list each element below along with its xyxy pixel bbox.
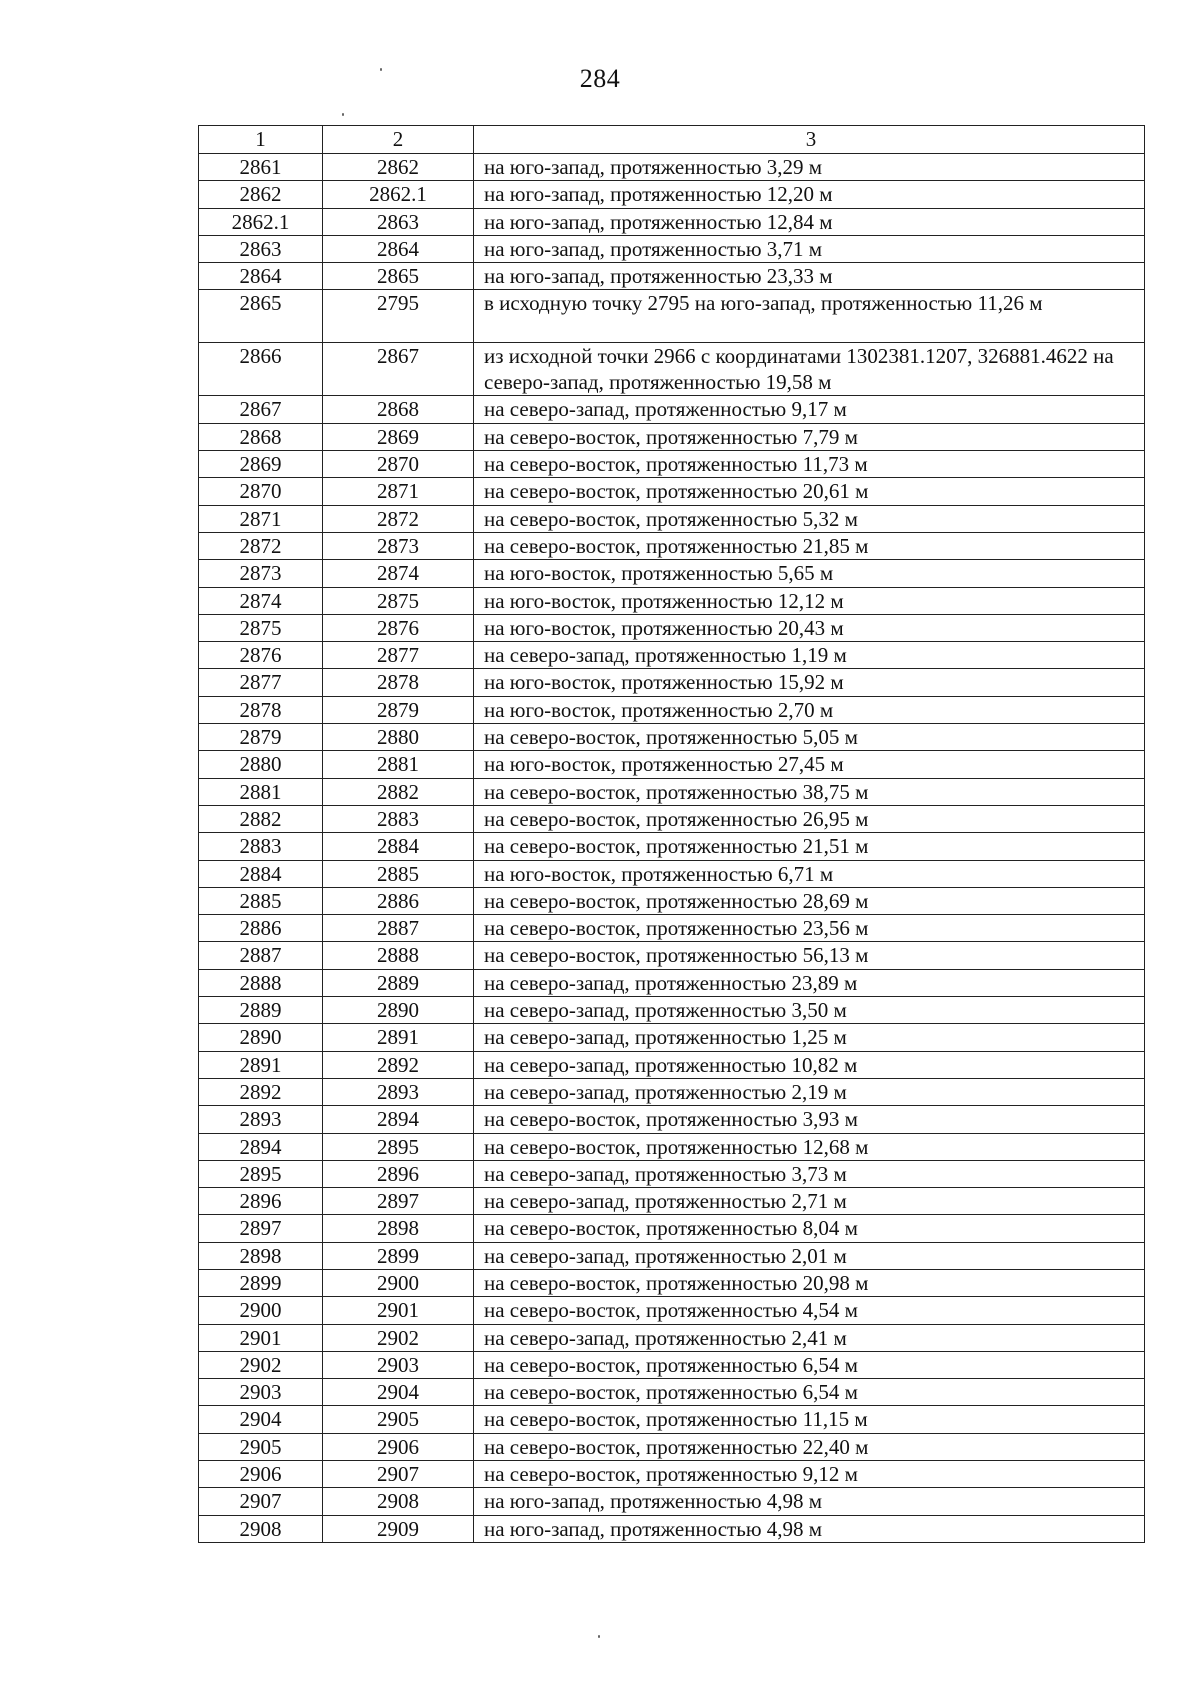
table-row [199,560,1145,587]
table-row [199,1324,1145,1351]
row-end-point: 2874 [323,560,474,587]
row-start-point: 2889 [199,997,323,1024]
row-description: на юго-восток, протяженностью 2,70 м [474,696,1145,723]
row-end-point: 2896 [323,1160,474,1187]
row-start-point: 2880 [199,751,323,778]
row-start-point: 2896 [199,1188,323,1215]
row-start-point: 2884 [199,860,323,887]
row-end-point: 2884 [323,833,474,860]
scan-speck [598,1635,600,1638]
row-end-point: 2875 [323,587,474,614]
table-row [199,669,1145,696]
row-end-point: 2882 [323,778,474,805]
row-description: на юго-запад, протяженностью 3,71 м [474,235,1145,262]
row-start-point: 2864 [199,263,323,290]
table-row [199,1215,1145,1242]
row-start-point: 2905 [199,1433,323,1460]
row-end-point: 2888 [323,942,474,969]
row-start-point: 2899 [199,1269,323,1296]
table-row [199,833,1145,860]
row-start-point: 2894 [199,1133,323,1160]
row-start-point: 2861 [199,154,323,181]
table-row [199,1461,1145,1488]
table-row [199,1024,1145,1051]
row-end-point: 2909 [323,1515,474,1542]
row-start-point: 2871 [199,505,323,532]
table-row [199,1515,1145,1542]
row-end-point: 2894 [323,1106,474,1133]
row-description: на юго-запад, протяженностью 3,29 м [474,154,1145,181]
table-row [199,1351,1145,1378]
table-row [199,532,1145,559]
row-description: на северо-восток, протяженностью 4,54 м [474,1297,1145,1324]
row-start-point: 2898 [199,1242,323,1269]
table-row [199,396,1145,423]
table-row [199,1188,1145,1215]
row-end-point: 2887 [323,915,474,942]
row-description: на северо-восток, протяженностью 6,54 м [474,1379,1145,1406]
row-description: на северо-восток, протяженностью 20,61 м [474,478,1145,505]
row-description: на юго-запад, протяженностью 12,84 м [474,208,1145,235]
coordinates-table [198,125,1145,1543]
row-description: на северо-восток, протяженностью 11,73 м [474,451,1145,478]
row-description: на северо-восток, протяженностью 7,79 м [474,423,1145,450]
table-row [199,969,1145,996]
row-end-point: 2899 [323,1242,474,1269]
table-row [199,505,1145,532]
row-description: на северо-запад, протяженностью 1,19 м [474,642,1145,669]
row-start-point: 2885 [199,887,323,914]
row-start-point: 2891 [199,1051,323,1078]
row-end-point: 2904 [323,1379,474,1406]
row-start-point: 2904 [199,1406,323,1433]
row-start-point: 2863 [199,235,323,262]
table-row [199,587,1145,614]
row-end-point: 2907 [323,1461,474,1488]
row-description: на юго-восток, протяженностью 20,43 м [474,614,1145,641]
table-row [199,235,1145,262]
table-row [199,751,1145,778]
row-end-point: 2880 [323,724,474,751]
row-description: на северо-запад, протяженностью 3,50 м [474,997,1145,1024]
row-description: на северо-запад, протяженностью 9,17 м [474,396,1145,423]
scan-speck [380,68,382,71]
row-end-point: 2869 [323,423,474,450]
row-end-point: 2873 [323,532,474,559]
row-end-point: 2885 [323,860,474,887]
row-description: на юго-восток, протяженностью 5,65 м [474,560,1145,587]
row-start-point: 2868 [199,423,323,450]
row-end-point: 2865 [323,263,474,290]
row-description: на северо-восток, протяженностью 28,69 м [474,887,1145,914]
row-description: на северо-запад, протяженностью 10,82 м [474,1051,1145,1078]
row-end-point: 2903 [323,1351,474,1378]
table-row [199,181,1145,208]
row-start-point: 2869 [199,451,323,478]
row-start-point: 2866 [199,343,323,396]
row-end-point: 2893 [323,1078,474,1105]
row-end-point: 2872 [323,505,474,532]
table-row [199,1242,1145,1269]
row-description: на северо-восток, протяженностью 9,12 м [474,1461,1145,1488]
row-end-point: 2897 [323,1188,474,1215]
table-row [199,1269,1145,1296]
row-end-point: 2886 [323,887,474,914]
row-description: на северо-восток, протяженностью 3,93 м [474,1106,1145,1133]
row-start-point: 2895 [199,1160,323,1187]
row-description: на северо-восток, протяженностью 5,05 м [474,724,1145,751]
column-header-1: 1 [199,126,323,154]
table-row [199,805,1145,832]
row-start-point: 2897 [199,1215,323,1242]
row-description: на северо-восток, протяженностью 22,40 м [474,1433,1145,1460]
table-row [199,290,1145,343]
table-row [199,724,1145,751]
table-row [199,1488,1145,1515]
column-header-2: 2 [323,126,474,154]
column-header-3: 3 [474,126,1145,154]
row-description: на северо-восток, протяженностью 8,04 м [474,1215,1145,1242]
row-start-point: 2865 [199,290,323,343]
row-description: на северо-запад, протяженностью 2,19 м [474,1078,1145,1105]
row-description: на северо-восток, протяженностью 21,85 м [474,532,1145,559]
row-description: на северо-запад, протяженностью 3,73 м [474,1160,1145,1187]
page-number: 284 [579,64,621,93]
row-start-point: 2890 [199,1024,323,1051]
table-row [199,778,1145,805]
row-end-point: 2867 [323,343,474,396]
row-description: на северо-восток, протяженностью 6,54 м [474,1351,1145,1378]
row-end-point: 2908 [323,1488,474,1515]
row-start-point: 2883 [199,833,323,860]
row-description: на северо-восток, протяженностью 56,13 м [474,942,1145,969]
row-description: на северо-восток, протяженностью 21,51 м [474,833,1145,860]
row-end-point: 2876 [323,614,474,641]
row-description: на северо-запад, протяженностью 2,71 м [474,1188,1145,1215]
row-description: на северо-восток, протяженностью 5,32 м [474,505,1145,532]
table-row [199,343,1145,396]
row-description: на северо-запад, протяженностью 2,41 м [474,1324,1145,1351]
row-end-point: 2862 [323,154,474,181]
row-end-point: 2795 [323,290,474,343]
row-description: на северо-восток, протяженностью 20,98 м [474,1269,1145,1296]
table-row [199,997,1145,1024]
row-start-point: 2903 [199,1379,323,1406]
row-end-point: 2877 [323,642,474,669]
row-start-point: 2881 [199,778,323,805]
row-start-point: 2862 [199,181,323,208]
row-description: на северо-восток, протяженностью 38,75 м [474,778,1145,805]
row-description: на северо-восток, протяженностью 26,95 м [474,805,1145,832]
row-start-point: 2902 [199,1351,323,1378]
row-description: на северо-восток, протяженностью 23,56 м [474,915,1145,942]
row-start-point: 2901 [199,1324,323,1351]
row-description: на юго-запад, протяженностью 4,98 м [474,1488,1145,1515]
table-row [199,696,1145,723]
table-row [199,1297,1145,1324]
table-row [199,1433,1145,1460]
row-end-point: 2889 [323,969,474,996]
row-end-point: 2900 [323,1269,474,1296]
row-end-point: 2892 [323,1051,474,1078]
row-end-point: 2878 [323,669,474,696]
row-description: в исходную точку 2795 на юго-запад, протяженностью 11,26 м [474,290,1145,343]
table-row [199,642,1145,669]
row-start-point: 2874 [199,587,323,614]
row-start-point: 2908 [199,1515,323,1542]
row-end-point: 2863 [323,208,474,235]
table-row [199,451,1145,478]
row-end-point: 2879 [323,696,474,723]
table-body [199,154,1145,1543]
row-start-point: 2906 [199,1461,323,1488]
table-row [199,478,1145,505]
row-description: из исходной точки 2966 с координатами 1302381.1207, 326881.4622 на северо-запад, протяженностью 19,58 м [474,343,1145,396]
row-start-point: 2887 [199,942,323,969]
table-row [199,263,1145,290]
row-description: на северо-восток, протяженностью 11,15 м [474,1406,1145,1433]
row-start-point: 2900 [199,1297,323,1324]
row-end-point: 2891 [323,1024,474,1051]
row-end-point: 2902 [323,1324,474,1351]
row-description: на юго-восток, протяженностью 12,12 м [474,587,1145,614]
row-description: на юго-запад, протяженностью 4,98 м [474,1515,1145,1542]
row-description: на северо-запад, протяженностью 2,01 м [474,1242,1145,1269]
row-description: на юго-запад, протяженностью 12,20 м [474,181,1145,208]
row-end-point: 2905 [323,1406,474,1433]
row-start-point: 2873 [199,560,323,587]
table-row [199,614,1145,641]
row-start-point: 2882 [199,805,323,832]
row-start-point: 2879 [199,724,323,751]
row-description: на юго-восток, протяженностью 15,92 м [474,669,1145,696]
row-end-point: 2883 [323,805,474,832]
row-start-point: 2888 [199,969,323,996]
table-row [199,1106,1145,1133]
table-header-row [199,126,1145,154]
scan-speck [342,113,344,116]
row-end-point: 2871 [323,478,474,505]
row-end-point: 2881 [323,751,474,778]
table-row [199,1078,1145,1105]
table-row [199,942,1145,969]
row-end-point: 2901 [323,1297,474,1324]
row-start-point: 2893 [199,1106,323,1133]
table-row [199,1406,1145,1433]
table-row [199,208,1145,235]
row-start-point: 2892 [199,1078,323,1105]
row-description: на северо-запад, протяженностью 23,89 м [474,969,1145,996]
table-row [199,887,1145,914]
row-description: на юго-запад, протяженностью 23,33 м [474,263,1145,290]
row-start-point: 2867 [199,396,323,423]
row-start-point: 2872 [199,532,323,559]
row-start-point: 2878 [199,696,323,723]
table-row [199,154,1145,181]
row-end-point: 2890 [323,997,474,1024]
row-start-point: 2877 [199,669,323,696]
row-start-point: 2907 [199,1488,323,1515]
row-end-point: 2898 [323,1215,474,1242]
table-row [199,1051,1145,1078]
row-end-point: 2895 [323,1133,474,1160]
row-start-point: 2886 [199,915,323,942]
row-end-point: 2868 [323,396,474,423]
table-row [199,1133,1145,1160]
row-end-point: 2864 [323,235,474,262]
table-row [199,860,1145,887]
table-row [199,1160,1145,1187]
row-end-point: 2906 [323,1433,474,1460]
row-description: на юго-восток, протяженностью 6,71 м [474,860,1145,887]
row-end-point: 2870 [323,451,474,478]
row-start-point: 2862.1 [199,208,323,235]
row-description: на юго-восток, протяженностью 27,45 м [474,751,1145,778]
row-start-point: 2875 [199,614,323,641]
row-description: на северо-запад, протяженностью 1,25 м [474,1024,1145,1051]
row-start-point: 2870 [199,478,323,505]
row-start-point: 2876 [199,642,323,669]
table-row [199,423,1145,450]
table-row [199,1379,1145,1406]
row-description: на северо-восток, протяженностью 12,68 м [474,1133,1145,1160]
row-end-point: 2862.1 [323,181,474,208]
table-row [199,915,1145,942]
